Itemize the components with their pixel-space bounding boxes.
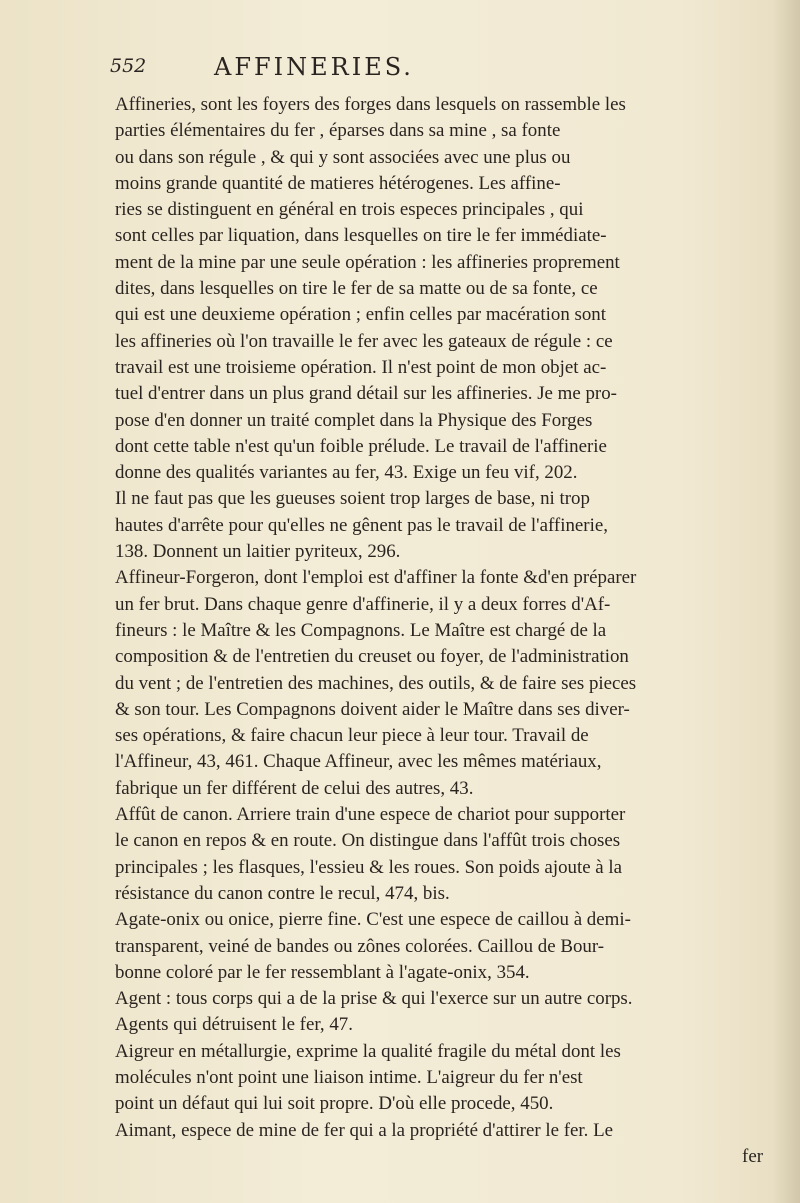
entry-line: ries se distinguent en général en trois especes principales , qui: [115, 199, 584, 221]
entry-line: point un défaut qui lui soit propre. D'où elle procede, 450.: [115, 1093, 554, 1115]
entry-line: qui est une deuxieme opération ; enfin celles par macération sont: [115, 304, 606, 326]
entry-line: fer: [742, 1145, 763, 1167]
entry-line: un fer brut. Dans chaque genre d'affinerie, il y a deux forres d'Af-: [115, 593, 611, 615]
dictionary-entry: [115, 1118, 763, 1171]
running-head: AFFINERIES.: [214, 53, 414, 81]
entry-line: molécules n'ont point une liaison intime. L'aigreur du fer n'est: [115, 1066, 583, 1088]
dictionary-entry: [115, 802, 763, 907]
entry-line: ses opérations, & faire chacun leur piece à leur tour. Travail de: [115, 725, 589, 747]
entry-line: tuel d'entrer dans un plus grand détail sur les affineries. Je me pro-: [115, 383, 617, 405]
entry-line: le canon en repos & en route. On distingue dans l'affût trois choses: [115, 830, 621, 852]
dictionary-entry: [115, 907, 763, 986]
entry-line: Aigreur en métallurgie, exprime la qualité fragile du métal dont les: [115, 1040, 621, 1062]
entry-line: dites, dans lesquelles on tire le fer de sa matte ou de sa fonte, ce: [115, 278, 598, 300]
entry-line: ou dans son régule , & qui y sont associées avec une plus ou: [115, 146, 571, 168]
entry-line: 138. Donnent un laitier pyriteux, 296.: [115, 541, 401, 563]
entry-line: Agents qui détruisent le fer, 47.: [115, 1014, 353, 1036]
entry-line: Agate-onix ou onice, pierre fine. C'est une espece de caillou à demi-: [115, 909, 631, 931]
entry-line: du vent ; de l'entretien des machines, des outils, & de faire ses pieces: [115, 672, 637, 694]
entry-line: composition & de l'entretien du creuset ou foyer, de l'administration: [115, 646, 629, 668]
entry-line: principales ; les flasques, l'essieu & les roues. Son poids ajoute à la: [115, 856, 623, 878]
entry-line: donne des qualités variantes au fer, 43. Exige un feu vif, 202.: [115, 462, 578, 484]
page-header: [110, 55, 750, 91]
entry-line: fineurs : le Maître & les Compagnons. Le Maître est chargé de la: [115, 619, 607, 641]
entry-line: les affineries où l'on travaille le fer avec les gateaux de régule : ce: [115, 330, 613, 352]
dictionary-body: [115, 92, 763, 1170]
entry-line: parties élémentaires du fer , éparses dans sa mine , sa fonte: [115, 120, 561, 142]
entry-line: transparent, veiné de bandes ou zônes colorées. Caillou de Bour-: [115, 935, 605, 957]
entry-line: Affineur-Forgeron, dont l'emploi est d'affiner la fonte &d'en préparer: [115, 567, 637, 589]
entry-line: travail est une troisieme opération. Il n'est point de mon objet ac-: [115, 356, 607, 378]
dictionary-entry: [115, 92, 763, 565]
dictionary-entry: [115, 1039, 763, 1118]
entry-line: Aimant, espece de mine de fer qui a la propriété d'attirer le fer. Le: [115, 1119, 614, 1141]
entry-line: Affineries, sont les foyers des forges dans lesquels on rassemble les: [115, 94, 626, 115]
entry-line: bonne coloré par le fer ressemblant à l'agate-onix, 354.: [115, 961, 530, 983]
entry-line: Affût de canon. Arriere train d'une espece de chariot pour supporter: [115, 804, 626, 826]
dictionary-entry: [115, 986, 763, 1039]
entry-line: Il ne faut pas que les gueuses soient trop larges de base, ni trop: [115, 488, 590, 510]
page-number: 552: [110, 55, 147, 77]
entry-line: ment de la mine par une seule opération : les affineries proprement: [115, 251, 620, 273]
entry-line: dont cette table n'est qu'un foible prélude. Le travail de l'affinerie: [115, 435, 607, 457]
entry-line: pose d'en donner un traité complet dans la Physique des Forges: [115, 409, 593, 431]
entry-line: résistance du canon contre le recul, 474, bis.: [115, 882, 450, 904]
entry-line: fabrique un fer différent de celui des autres, 43.: [115, 777, 474, 799]
entry-line: moins grande quantité de matieres hétérogenes. Les affine-: [115, 172, 561, 194]
entry-line: & son tour. Les Compagnons doivent aider le Maître dans ses diver-: [115, 698, 630, 720]
entry-line: Agent : tous corps qui a de la prise & qui l'exerce sur un autre corps.: [115, 988, 633, 1010]
entry-line: sont celles par liquation, dans lesquelles on tire le fer immédiate-: [115, 225, 607, 247]
page-edge-shadow: [772, 0, 800, 1203]
dictionary-entry: [115, 565, 763, 802]
entry-line: l'Affineur, 43, 461. Chaque Affineur, avec les mêmes matériaux,: [115, 751, 602, 773]
entry-line: hautes d'arrête pour qu'elles ne gênent pas le travail de l'affinerie,: [115, 514, 608, 536]
